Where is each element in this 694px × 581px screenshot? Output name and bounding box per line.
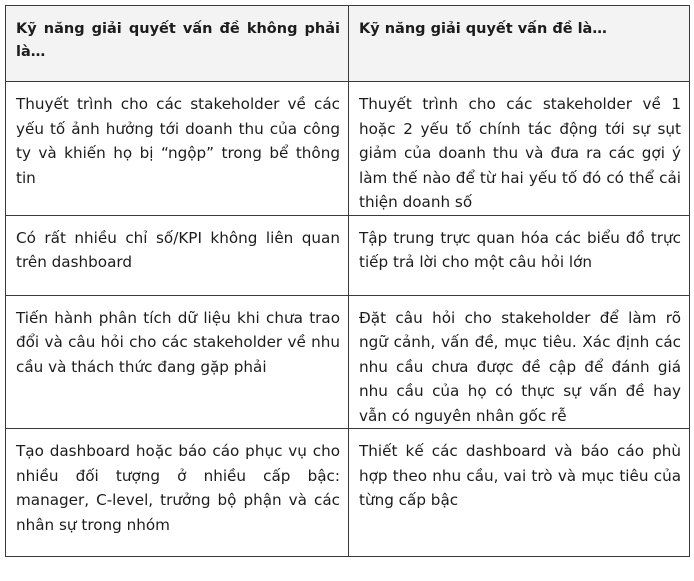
cell-text: Thuyết trình cho các stakeholder về 1 hoặc 2 yếu tố chính tác động tới sự sụt giảm của doanh thu và đưa ra các gợi ý làm thế nào để từ hai yếu tố đó có thể cải thiện doanh số: [359, 95, 681, 211]
cell-text: Tạo dashboard hoặc báo cáo phục vụ cho nhiều đối tượng ở nhiều cấp bậc: manager, C-level, trưởng bộ phận và các nhân sự trong nhóm: [16, 442, 340, 534]
comparison-table: [5, 5, 690, 557]
cell-text: Tiến hành phân tích dữ liệu khi chưa trao đổi và câu hỏi cho các stakeholder về nhu cầu và thách thức đang gặp phải: [16, 308, 340, 376]
table-cell: [6, 429, 349, 557]
table-row: [6, 295, 690, 429]
table-row: [6, 82, 690, 216]
header-label: Kỹ năng giải quyết vấn đề là…: [359, 21, 607, 37]
header-label: Kỹ năng giải quyết vấn đề không phải là…: [16, 21, 340, 60]
table-cell: [6, 82, 349, 216]
header-cell-is: [349, 6, 690, 82]
table-row: [6, 429, 690, 557]
cell-text: Có rất nhiều chỉ số/KPI không liên quan trên dashboard: [16, 228, 340, 271]
table-cell: [349, 82, 690, 216]
table-cell: [6, 295, 349, 429]
table-cell: [349, 215, 690, 295]
cell-text: Đặt câu hỏi cho stakeholder để làm rõ ngữ cảnh, vấn đề, mục tiêu. Xác định các nhu cầu chưa được đề cập để đánh giá nhu cầu của họ có thực sự vấn đề hay vẫn có nguyên nhân gốc rễ: [359, 308, 681, 425]
cell-text: Tập trung trực quan hóa các biểu đồ trực tiếp trả lời cho một câu hỏi lớn: [359, 228, 681, 271]
table-row: [6, 215, 690, 295]
cell-text: Thiết kế các dashboard và báo cáo phù hợp theo nhu cầu, vai trò và mục tiêu của từng cấp bậc: [359, 442, 681, 509]
table-header-row: [6, 6, 690, 82]
table-cell: [349, 429, 690, 557]
table-cell: [6, 215, 349, 295]
table-cell: [349, 295, 690, 429]
header-cell-not: [6, 6, 349, 82]
cell-text: Thuyết trình cho các stakeholder về các yếu tố ảnh hưởng tới doanh thu của công ty và khiến họ bị “ngộp” trong bể thông tin: [16, 95, 340, 187]
